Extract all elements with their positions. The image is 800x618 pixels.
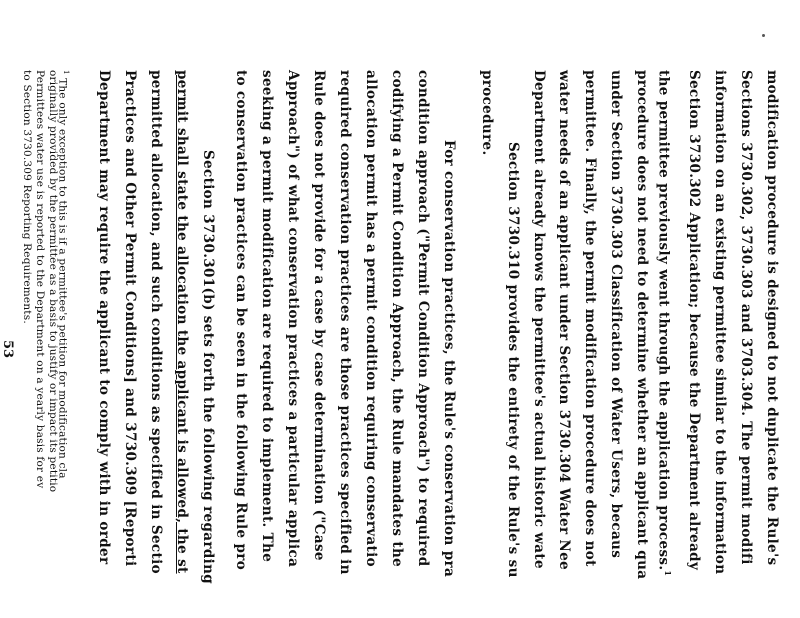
footnote-line: to Section 3730.309 Reporting Requirements.: [21, 70, 33, 324]
body-line: modification procedure is designed to not duplicate the Rule's: [764, 70, 780, 566]
body-line: permit shall state the allocation the applicant is allowed, the st: [174, 70, 190, 574]
body-line: Practices and Other Permit Conditions] and 3730.309 [Reporti: [122, 70, 138, 567]
body-line: permitted allocation, and such conditions as specified in Sectio: [148, 70, 164, 574]
body-line: Department may require the applicant to comply with in order: [96, 70, 112, 565]
body-line: permittee. Finally, the permit modification procedure does not: [582, 70, 598, 567]
body-line: information on an existing permittee similar to the information: [712, 70, 728, 575]
body-line: seeking a permit modification are required to implement. The: [259, 70, 275, 563]
body-line: Section 3730.310 provides the entirety of the Rule's su: [505, 142, 521, 578]
body-line: Section 3730.302 Application; because the Department already: [686, 70, 702, 571]
body-line: the permittee previously went through the application process.$^1$: [655, 70, 673, 577]
body-line: under Section 3730.303 Classification of Water Users, becaus: [608, 70, 624, 559]
body-line: water needs of an applicant under Section 3730.304 Water Nee: [556, 70, 572, 571]
footnote-line: originally provided by the permittee as a basis to justify or impact its petitio: [47, 70, 59, 493]
body-line: to conservation practices can be seen in the following Rule pro: [233, 70, 249, 571]
page-number: 53: [0, 340, 15, 359]
body-line: For conservation practices, the Rule's conservation pra: [441, 140, 457, 578]
footnote-line: Permittees water use is reported to the Department on a yearly basis for ev: [34, 70, 46, 489]
body-line: condition approach ("Permit Condition Approach") to required: [415, 70, 431, 567]
body-line: Approach") of what conservation practices a particular applica: [285, 70, 301, 568]
body-line: procedure.: [479, 70, 495, 156]
footnote-line: $^1$ The only exception to this is if a permittee's petition for modification cla: [56, 70, 70, 479]
body-line: Rule does not provide for a case by case determination ("Case: [311, 70, 327, 561]
body-line: codifying a Permit Condition Approach, the Rule mandates the: [389, 70, 405, 568]
body-line: required conservation practices are those practices specified in: [337, 70, 353, 575]
body-line: Section 3730.301(b) sets forth the following regarding: [200, 150, 216, 585]
body-line: Sections 3730.302, 3730.303 and 3703.304. The permit modifi: [738, 70, 754, 565]
body-line: Department already knows the permittee's actual historic wate: [531, 70, 547, 569]
body-line: procedure does not need to determine whether an applicant qua: [634, 70, 650, 580]
body-line: allocation permit has a permit condition requiring conservatio: [363, 70, 379, 567]
